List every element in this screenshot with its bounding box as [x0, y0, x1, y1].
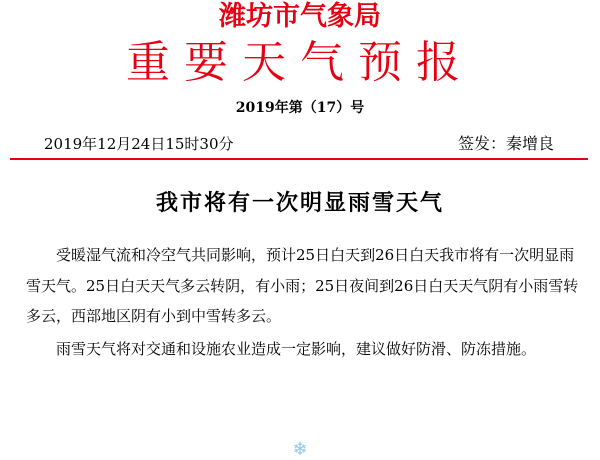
report-title: 重要天气预报 — [126, 37, 474, 88]
body-paragraph: 受暖湿气流和冷空气共同影响，预计25日白天到26日白天我市将有一次明显雨雪天气。25日白天天气多云转阴，有小雨；25日夜间到26日白天天气阴有小雨雪转多云，西部地区阴有小到中雪转多云。 — [26, 246, 579, 325]
article-body — [26, 240, 580, 364]
signer: 签发：秦增良 — [457, 134, 554, 153]
issue-datetime: 2019年12月24日15时30分 — [44, 135, 234, 153]
agency-name: 潍坊市气象局 — [219, 1, 381, 32]
body-paragraph: 雨雪天气将对交通和设施农业造成一定影响，建议做好防滑、防冻措施。 — [56, 339, 537, 358]
article-headline: 我市将有一次明显雨雪天气 — [155, 191, 444, 216]
snowflake-icon: ❄ — [292, 439, 308, 460]
issue-number: 2019年第（17）号 — [235, 100, 365, 116]
header-divider — [10, 158, 588, 160]
meta-row — [44, 133, 564, 155]
